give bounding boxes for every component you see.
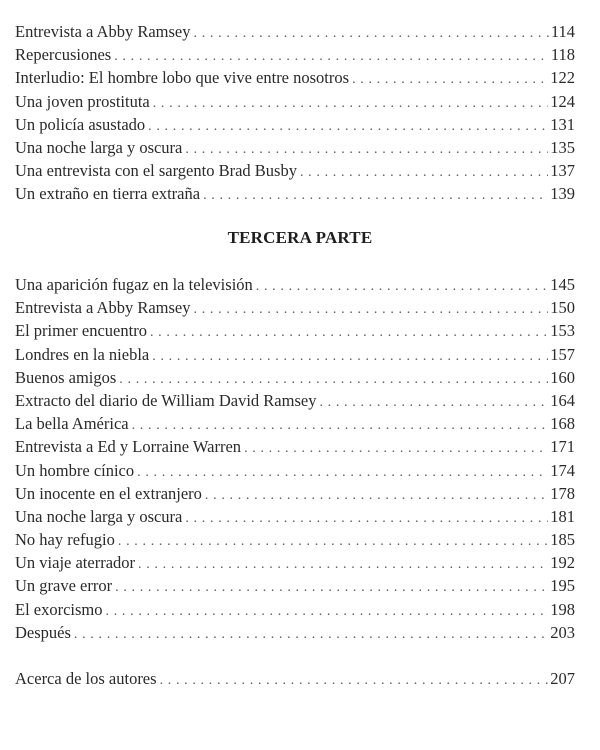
toc-list-part-three bbox=[15, 273, 575, 644]
dot-leader bbox=[319, 391, 548, 412]
toc-entry-page-number: 203 bbox=[550, 622, 575, 642]
toc-entry-title: Una entrevista con el sargento Brad Busby bbox=[15, 161, 297, 181]
toc-entry-title: Una noche larga y oscura bbox=[15, 506, 183, 526]
toc-entry-title: Entrevista a Ed y Lorraine Warren bbox=[15, 437, 242, 457]
toc-entry[interactable] bbox=[15, 296, 575, 319]
toc-entry-title: Un extraño en tierra extraña bbox=[15, 184, 201, 204]
toc-entry-page-number: 137 bbox=[550, 161, 575, 181]
toc-entry-title: Entrevista a Abby Ramsey bbox=[15, 22, 191, 41]
toc-entry[interactable] bbox=[15, 136, 575, 159]
toc-entry-title: Una joven prostituta bbox=[15, 91, 150, 111]
toc-entry-page-number: 145 bbox=[550, 275, 575, 294]
toc-entry[interactable] bbox=[15, 43, 575, 66]
toc-entry-page-number: 168 bbox=[550, 414, 575, 434]
toc-entry-title: Después bbox=[15, 622, 71, 642]
toc-entry-title: Extracto del diario de William David Ramsey bbox=[15, 390, 317, 410]
toc-entry[interactable] bbox=[15, 667, 575, 690]
dot-leader bbox=[203, 184, 548, 205]
toc-entry[interactable] bbox=[15, 574, 575, 597]
dot-leader bbox=[138, 553, 548, 574]
toc-entry-page-number: 171 bbox=[550, 437, 575, 457]
dot-leader bbox=[194, 22, 549, 43]
dot-leader bbox=[132, 414, 549, 435]
toc-entry[interactable] bbox=[15, 482, 575, 505]
toc-entry[interactable] bbox=[15, 551, 575, 574]
toc-entry[interactable] bbox=[15, 66, 575, 89]
toc-entry-title: Entrevista a Abby Ramsey bbox=[15, 298, 191, 318]
toc-entry[interactable] bbox=[15, 505, 575, 528]
toc-entry-page-number: 164 bbox=[550, 390, 575, 410]
toc-entry[interactable] bbox=[15, 273, 575, 296]
toc-entry-title: No hay refugio bbox=[15, 530, 115, 550]
toc-entry-page-number: 139 bbox=[550, 184, 575, 204]
toc-entry[interactable] bbox=[15, 412, 575, 435]
toc-entry-page-number: 114 bbox=[550, 22, 575, 41]
toc-entry[interactable] bbox=[15, 435, 575, 458]
toc-entry-title: Londres en la niebla bbox=[15, 344, 150, 364]
toc-entry[interactable] bbox=[15, 113, 575, 136]
toc-entry[interactable] bbox=[15, 528, 575, 551]
toc-entry-page-number: 150 bbox=[550, 298, 575, 318]
dot-leader bbox=[185, 138, 548, 159]
toc-entry-page-number: 135 bbox=[550, 137, 575, 157]
toc-entry-title: Un hombre cínico bbox=[15, 460, 135, 480]
part-heading: TERCERA PARTE bbox=[227, 228, 373, 247]
dot-leader bbox=[352, 68, 548, 89]
toc-entry-page-number: 192 bbox=[550, 553, 575, 573]
toc-entry-page-number: 174 bbox=[550, 460, 575, 480]
dot-leader bbox=[114, 45, 549, 66]
toc-entry-title: Un viaje aterrador bbox=[15, 553, 136, 573]
dot-leader bbox=[205, 484, 548, 505]
toc-entry-page-number: 124 bbox=[550, 91, 575, 111]
toc-entry[interactable] bbox=[15, 182, 575, 205]
dot-leader bbox=[118, 530, 548, 551]
toc-entry-title: El primer encuentro bbox=[15, 321, 147, 341]
dot-leader bbox=[106, 600, 549, 621]
toc-entry[interactable] bbox=[15, 159, 575, 182]
toc-entry-page-number: 160 bbox=[550, 367, 575, 387]
dot-leader bbox=[74, 623, 548, 644]
dot-leader bbox=[152, 345, 548, 366]
toc-entry-page-number: 131 bbox=[550, 114, 575, 134]
toc-entry-page-number: 181 bbox=[550, 506, 575, 526]
dot-leader bbox=[256, 275, 548, 296]
dot-leader bbox=[244, 437, 548, 458]
dot-leader bbox=[160, 669, 549, 690]
toc-entry[interactable] bbox=[15, 621, 575, 644]
toc-entry-page-number: 153 bbox=[550, 321, 575, 341]
toc-entry-title: Una aparición fugaz en la televisión bbox=[15, 275, 253, 294]
toc-entry[interactable] bbox=[15, 90, 575, 113]
toc-entry-title: Repercusiones bbox=[15, 45, 112, 65]
toc-entry-title: Acerca de los autores bbox=[15, 669, 157, 688]
toc-list-appendix bbox=[15, 667, 575, 690]
toc-entry-title: Un grave error bbox=[15, 576, 113, 596]
toc-entry-title: Una noche larga y oscura bbox=[15, 137, 183, 157]
toc-entry-page-number: 178 bbox=[550, 483, 575, 503]
toc-entry-page-number: 207 bbox=[550, 669, 575, 688]
toc-entry-page-number: 122 bbox=[550, 68, 575, 88]
dot-leader bbox=[153, 92, 549, 113]
toc-entry[interactable] bbox=[15, 389, 575, 412]
toc-list-previous-part bbox=[15, 20, 575, 206]
toc-entry[interactable] bbox=[15, 319, 575, 342]
toc-entry-page-number: 118 bbox=[550, 45, 575, 65]
toc-entry-page-number: 195 bbox=[550, 576, 575, 596]
toc-entry[interactable] bbox=[15, 598, 575, 621]
toc-entry[interactable] bbox=[15, 459, 575, 482]
dot-leader bbox=[119, 368, 548, 389]
dot-leader bbox=[148, 115, 548, 136]
toc-entry-title: Interludio: El hombre lobo que vive entre nosotros bbox=[15, 68, 350, 88]
toc-entry-page-number: 198 bbox=[550, 599, 575, 619]
toc-entry-title: Un inocente en el extranjero bbox=[15, 483, 202, 503]
dot-leader bbox=[185, 507, 548, 528]
toc-entry[interactable] bbox=[15, 343, 575, 366]
dot-leader bbox=[137, 461, 548, 482]
toc-entry-page-number: 185 bbox=[550, 530, 575, 550]
toc-entry-page-number: 157 bbox=[550, 344, 575, 364]
toc-entry[interactable] bbox=[15, 366, 575, 389]
dot-leader bbox=[300, 161, 548, 182]
dot-leader bbox=[150, 321, 548, 342]
toc-entry-title: La bella América bbox=[15, 414, 129, 434]
toc-entry-title: Buenos amigos bbox=[15, 367, 117, 387]
dot-leader bbox=[194, 298, 549, 319]
toc-entry[interactable] bbox=[15, 20, 575, 43]
toc-entry-title: Un policía asustado bbox=[15, 114, 146, 134]
toc-entry-title: El exorcismo bbox=[15, 599, 103, 619]
dot-leader bbox=[115, 576, 548, 597]
